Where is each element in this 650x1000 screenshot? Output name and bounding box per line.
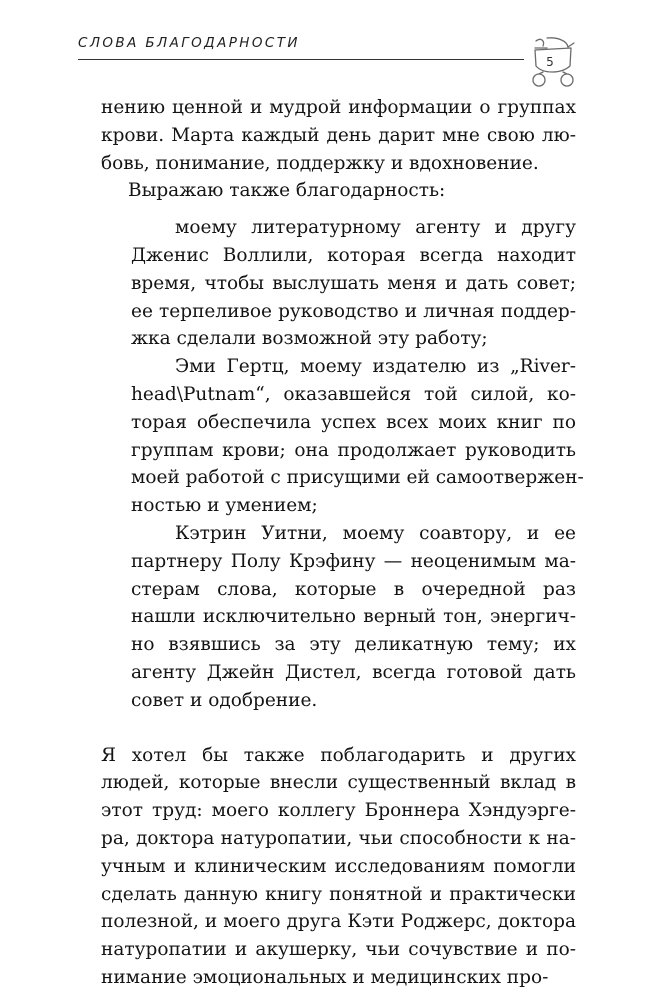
text-line: сделать данную книгу понятной и практически (101, 883, 576, 905)
text-line: Я хотел бы также поблагодарить и других (101, 744, 576, 766)
paragraph (101, 94, 576, 177)
text-line: моему литературному агенту и другу (175, 217, 576, 239)
paragraph (101, 353, 584, 520)
text-line: Выражаю также благодарность: (128, 180, 446, 202)
header-rule (78, 59, 524, 60)
text-line: время, чтобы выслушать меня и дать совет; (131, 272, 576, 294)
text-line: партнеру Полу Крэфину — неоценимым ма- (131, 550, 576, 572)
paragraph (101, 520, 576, 715)
text-line: ностью и умением; (131, 495, 318, 517)
text-line: совет и одобрение. (131, 689, 318, 711)
text-line: крови. Марта каждый день дарит мне свою лю- (101, 124, 576, 146)
text-line: натуропатии и акушерку, чьи сочувствие и по- (101, 939, 576, 961)
page-number: 5 (546, 55, 554, 69)
text-line: жка сделали возможной эту работу; (131, 328, 488, 350)
text-line: моей работой с присущими ей самоотвержен- (131, 467, 584, 489)
text-line: людей, которые внесли существенный вклад в (101, 772, 576, 794)
page-header (0, 0, 650, 90)
text-line: стерам слова, которые в очередной раз (131, 578, 576, 600)
text-line: учным и клиническим исследованиям помогли (101, 855, 576, 877)
text-line: Дженис Воллили, которая всегда находит (131, 244, 576, 266)
text-line: бовь, понимание, поддержку и вдохновение. (101, 152, 539, 174)
text-line: нашли исключительно верный тон, энергич- (131, 606, 576, 628)
paragraph (101, 177, 576, 205)
text-line: Эми Гертц, моему издателю из „River- (175, 356, 576, 378)
text-line: агенту Джейн Дистел, всегда готовой дать (131, 661, 576, 683)
text-line: нению ценной и мудрой информации о группах (101, 97, 576, 118)
text-line: но взявшись за эту деликатную тему; их (131, 634, 576, 656)
text-line: этот труд: моего коллегу Броннера Хэндуэрге- (101, 800, 576, 822)
paragraph (101, 214, 576, 353)
text-line: группам крови; она продолжает руководить (131, 439, 576, 461)
text-line: ее терпеливое руководство и личная поддер- (131, 300, 576, 322)
page-body (101, 94, 584, 992)
text-line: нимание эмоциональных и медицинских про- (101, 966, 549, 988)
text-line: head\Putnam“, оказавшейся той силой, ко- (131, 383, 576, 405)
text-line: торая обеспечила успех всех моих книг по (131, 411, 576, 433)
paragraph (101, 742, 576, 992)
text-line: Кэтрин Уитни, моему соавтору, и ее (175, 522, 576, 544)
text-line: ра, доктора натуропатии, чьи способности к на- (101, 827, 576, 849)
running-head-title: СЛОВА БЛАГОДАРНОСТИ (78, 35, 300, 51)
text-line: полезной, и моего друга Кэти Роджерс, доктора (101, 911, 576, 933)
